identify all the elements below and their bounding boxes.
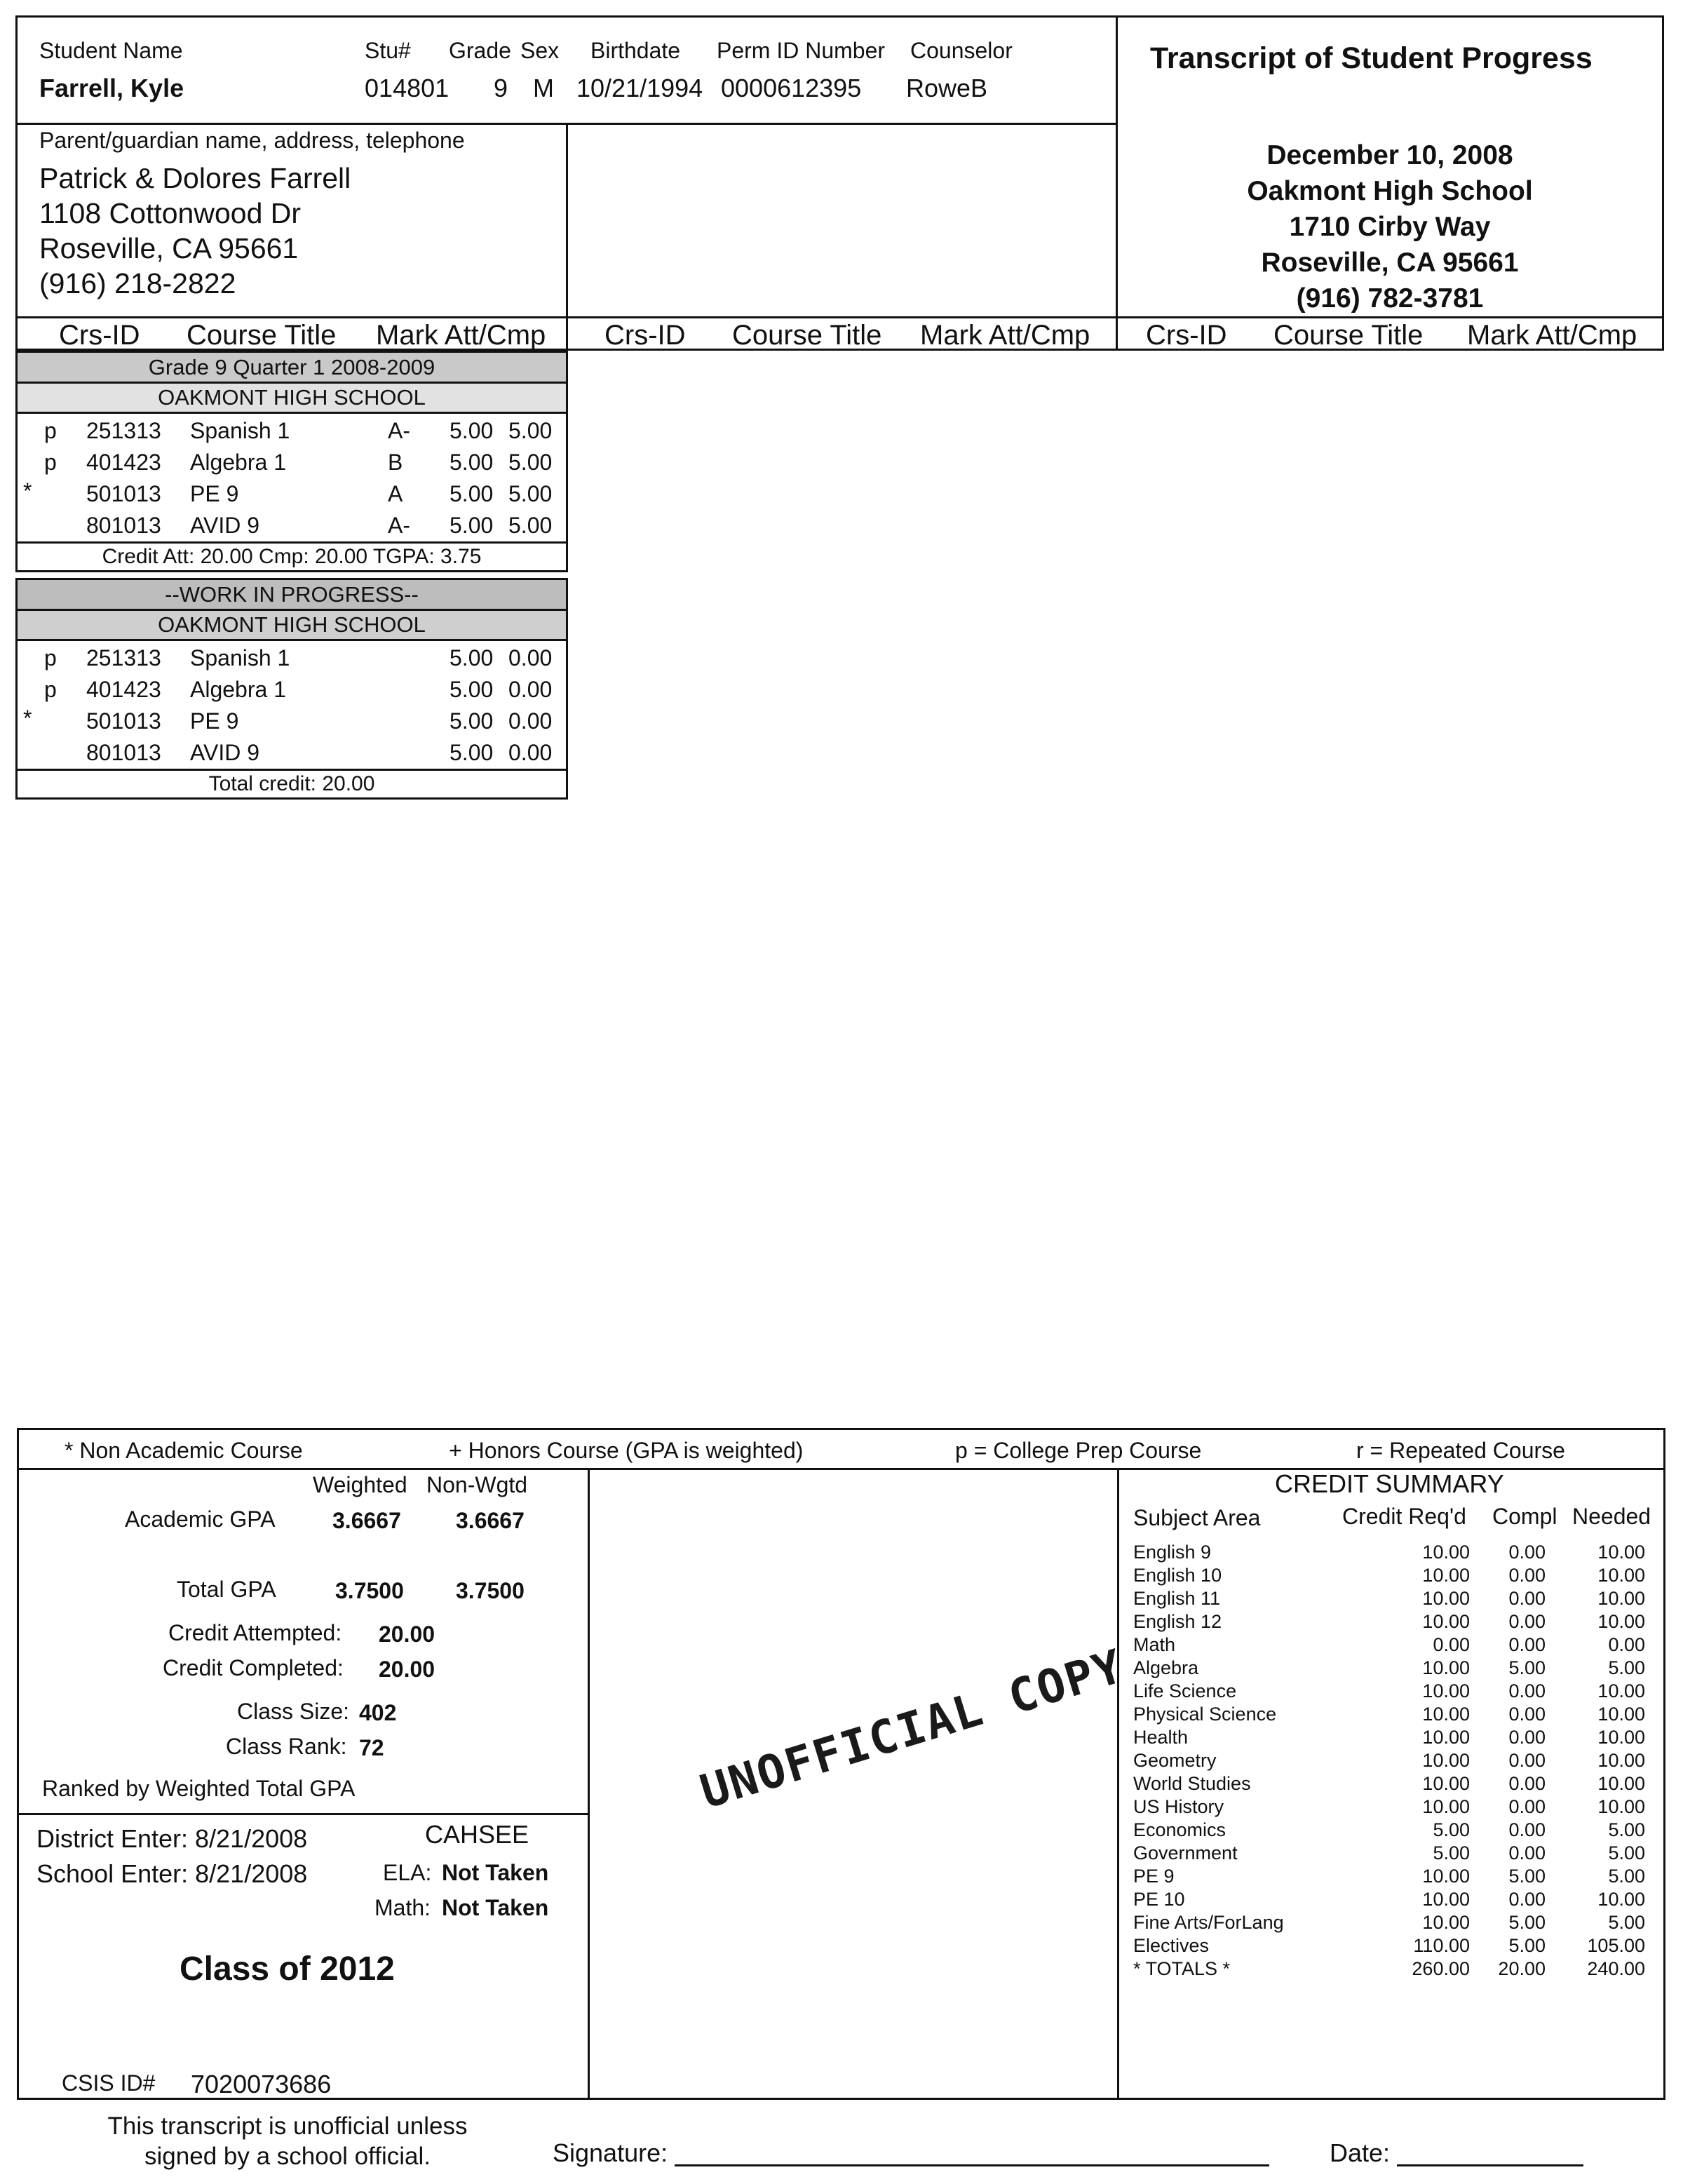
math-value: Not Taken [442, 1895, 549, 1920]
col2-crs-id: Crs-ID [604, 320, 686, 351]
birthdate: 10/21/1994 [576, 74, 703, 102]
table-row: Government 5.00 0.00 5.00 [1133, 1842, 1645, 1863]
term1-heading: Grade 9 Quarter 1 2008-2009 [148, 355, 435, 379]
term1-school-bar [15, 382, 568, 414]
table-row: Physical Science 10.00 0.00 10.00 [1133, 1704, 1645, 1725]
table-row: * 501013 PE 9 A 5.00 5.00 [23, 478, 553, 506]
unofficial-copy-stamp: UNOFFICIAL COPY [694, 1638, 1130, 1819]
table-row: * 501013 PE 9 5.00 0.00 [23, 706, 553, 734]
table-row: US History 10.00 0.00 10.00 [1133, 1796, 1645, 1817]
stamp-box [588, 1468, 1119, 2100]
table-row: 801013 AVID 9 5.00 0.00 [86, 740, 553, 765]
table-row: Fine Arts/ForLang 10.00 5.00 5.00 [1133, 1912, 1645, 1933]
credit-summary-title: CREDIT SUMMARY [1275, 1469, 1504, 1498]
guardian-name: Patrick & Dolores Farrell [39, 162, 351, 194]
table-row: Health 10.00 0.00 10.00 [1133, 1727, 1645, 1748]
col-divider-2 [1116, 316, 1118, 351]
academic-gpa-nonweighted: 3.6667 [456, 1508, 525, 1533]
signature-line[interactable] [675, 2164, 1269, 2166]
wip-school-bar [15, 609, 568, 641]
total-gpa-nonweighted: 3.7500 [456, 1578, 525, 1603]
school-street: 1710 Cirby Way [1289, 212, 1491, 242]
table-row: English 12 10.00 0.00 10.00 [1133, 1611, 1645, 1632]
wip-summary-bar [15, 769, 568, 800]
unofficial-notice-line1: This transcript is unofficial unless [107, 2112, 468, 2140]
col-divider-1 [566, 316, 568, 351]
table-row: English 9 10.00 0.00 10.00 [1133, 1542, 1645, 1563]
total-gpa-label: Total GPA [177, 1577, 276, 1602]
class-size-value: 402 [359, 1700, 397, 1725]
sex-label: Sex [520, 38, 560, 63]
grade: 9 [494, 74, 508, 102]
student-name: Farrell, Kyle [39, 74, 184, 102]
table-row: Economics 5.00 0.00 5.00 [1133, 1819, 1645, 1840]
student-name-label: Student Name [39, 38, 183, 63]
unofficial-notice [42, 2111, 533, 2171]
table-row: Math 0.00 0.00 0.00 [1133, 1634, 1645, 1655]
counselor: RoweB [906, 74, 988, 102]
table-row: PE 9 10.00 5.00 5.00 [1133, 1866, 1645, 1887]
transcript-date: December 10, 2008 [1266, 140, 1513, 170]
sex: M [533, 74, 554, 102]
district-enter: District Enter: 8/21/2008 [36, 1824, 308, 1853]
credit-completed-label: Credit Completed: [163, 1655, 344, 1680]
table-row: 801013 AVID 9 A- 5.00 5.00 [86, 513, 553, 538]
class-size-label: Class Size: [237, 1699, 350, 1724]
grade-label: Grade [449, 38, 511, 63]
csis-label: CSIS ID# [62, 2070, 156, 2096]
table-row: Life Science 10.00 0.00 10.00 [1133, 1680, 1645, 1701]
term1-summary: Credit Att: 20.00 Cmp: 20.00 TGPA: 3.75 [102, 545, 482, 568]
total-gpa-weighted: 3.7500 [335, 1578, 404, 1603]
stu-num-label: Stu# [365, 38, 411, 63]
academic-gpa-weighted: 3.6667 [332, 1508, 401, 1533]
weighted-label: Weighted [313, 1472, 407, 1497]
signature-label: Signature: [553, 2138, 668, 2167]
school-phone: (916) 782-3781 [1296, 283, 1484, 314]
cs-header-compl: Compl [1492, 1504, 1557, 1529]
legend-honors: + Honors Course (GPA is weighted) [449, 1438, 804, 1463]
school-enter: School Enter: 8/21/2008 [36, 1859, 308, 1888]
credit-summary-table [1119, 1540, 1663, 1989]
cs-header-req: Credit Req'd [1342, 1504, 1466, 1529]
date-line[interactable] [1397, 2164, 1583, 2166]
transcript-title: Transcript of Student Progress [1150, 41, 1593, 75]
cahsee-label: CAHSEE [425, 1820, 529, 1849]
table-row: World Studies 10.00 0.00 10.00 [1133, 1773, 1645, 1794]
school-block [1118, 137, 1662, 316]
table-row: p 251313 Spanish 1 A- 5.00 5.00 [44, 418, 553, 443]
nonweighted-label: Non-Wgtd [426, 1472, 528, 1497]
class-of: Class of 2012 [180, 1950, 395, 1988]
academic-gpa-label: Academic GPA [125, 1506, 276, 1532]
cs-header-needed: Needed [1572, 1504, 1651, 1529]
table-row: Electives 110.00 5.00 105.00 [1133, 1935, 1645, 1956]
col3-mark-att-cmp: Mark Att/Cmp [1467, 320, 1637, 351]
stu-num: 014801 [365, 74, 450, 102]
table-row: English 10 10.00 0.00 10.00 [1133, 1565, 1645, 1586]
legend-repeated: r = Repeated Course [1356, 1438, 1565, 1463]
ela-label: ELA: [383, 1860, 432, 1885]
wip-course-list [15, 639, 568, 771]
school-city: Roseville, CA 95661 [1261, 248, 1519, 278]
col2-mark-att-cmp: Mark Att/Cmp [920, 320, 1090, 351]
term1-course-list [15, 412, 568, 544]
ranked-by: Ranked by Weighted Total GPA [42, 1776, 356, 1801]
table-row: Geometry 10.00 0.00 10.00 [1133, 1750, 1645, 1771]
term1-school: OAKMONT HIGH SCHOOL [158, 385, 426, 410]
ela-value: Not Taken [442, 1860, 549, 1885]
math-label: Math: [374, 1895, 431, 1920]
unofficial-notice-line2: signed by a school official. [144, 2143, 431, 2170]
guardian-street: 1108 Cottonwood Dr [39, 197, 302, 229]
term1-heading-bar [15, 351, 568, 384]
col1-crs-id: Crs-ID [59, 320, 140, 351]
class-rank-label: Class Rank: [226, 1734, 347, 1759]
counselor-label: Counselor [910, 38, 1013, 63]
table-row: p 401423 Algebra 1 B 5.00 5.00 [44, 450, 553, 475]
guardian-city: Roseville, CA 95661 [39, 232, 299, 264]
blank-middle-box [566, 123, 1118, 318]
school-name: Oakmont High School [1247, 176, 1533, 206]
credit-attempted-label: Credit Attempted: [168, 1620, 342, 1645]
birthdate-label: Birthdate [590, 38, 681, 63]
table-row: PE 10 10.00 0.00 10.00 [1133, 1889, 1645, 1910]
cs-header-subject: Subject Area [1133, 1505, 1261, 1530]
csis-id: 7020073686 [191, 2070, 332, 2098]
guardian-label: Parent/guardian name, address, telephone [39, 128, 465, 153]
table-row: * TOTALS * 260.00 20.00 240.00 [1133, 1958, 1645, 1979]
wip-school: OAKMONT HIGH SCHOOL [158, 612, 426, 637]
wip-heading-bar [15, 578, 568, 611]
table-row: Algebra 10.00 5.00 5.00 [1133, 1657, 1645, 1678]
col3-course-title: Course Title [1273, 320, 1424, 351]
wip-summary: Total credit: 20.00 [208, 772, 375, 795]
guardian-phone: (916) 218-2822 [39, 267, 236, 299]
table-row: p 401423 Algebra 1 5.00 0.00 [44, 677, 553, 702]
col3-crs-id: Crs-ID [1146, 320, 1227, 351]
perm-id: 0000612395 [721, 74, 862, 102]
legend-non-academic: * Non Academic Course [65, 1438, 303, 1463]
legend-college-prep: p = College Prep Course [955, 1438, 1202, 1463]
term1-summary-bar [15, 541, 568, 572]
credit-completed-value: 20.00 [379, 1657, 435, 1682]
credit-attempted-value: 20.00 [379, 1622, 435, 1647]
table-row: p 251313 Spanish 1 5.00 0.00 [44, 645, 553, 670]
class-rank-value: 72 [359, 1735, 384, 1760]
date-label: Date: [1330, 2138, 1391, 2167]
col2-course-title: Course Title [732, 320, 882, 351]
student-header-box [15, 15, 1118, 125]
perm-id-label: Perm ID Number [717, 38, 886, 63]
col1-course-title: Course Title [187, 320, 337, 351]
col1-mark-att-cmp: Mark Att/Cmp [376, 320, 546, 351]
wip-heading: --WORK IN PROGRESS-- [165, 582, 419, 607]
table-row: English 11 10.00 0.00 10.00 [1133, 1588, 1645, 1609]
